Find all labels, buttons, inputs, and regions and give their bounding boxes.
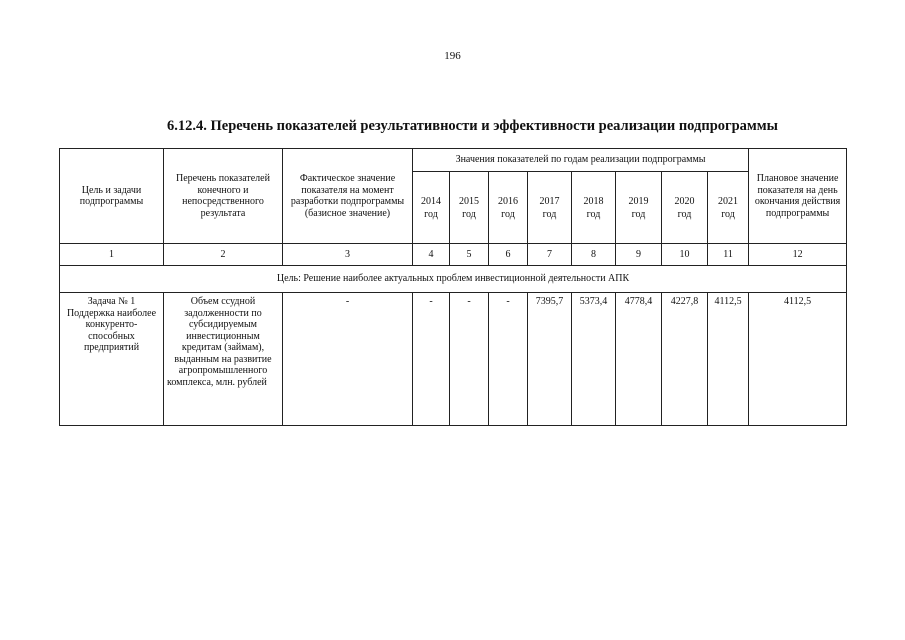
year-header-2017: 2017 год bbox=[528, 172, 572, 244]
column-number: 9 bbox=[616, 244, 662, 266]
table-row bbox=[60, 293, 847, 426]
goal-row: Цель: Решение наиболее актуальных проблем инвестиционной деятельности АПК bbox=[60, 266, 847, 293]
year-header-2019: 2019 год bbox=[616, 172, 662, 244]
value-2014-cell: - bbox=[413, 293, 450, 426]
value-2018-cell: 5373,4 bbox=[572, 293, 616, 426]
column-number: 12 bbox=[749, 244, 847, 266]
header-goals-tasks: Цель и задачи подпрограммы bbox=[60, 149, 164, 244]
indicator-cell: Объем ссудной задолженности по субсидируемым инвестиционным кредитам (займам), выданным на развитие агропромышленного комплекса, млн. рублей bbox=[164, 293, 283, 426]
header-actual-value: Фактическое значение показателя на момент разработки подпрограммы (базисное значение) bbox=[283, 149, 413, 244]
value-2017-cell: 7395,7 bbox=[528, 293, 572, 426]
value-2019-cell: 4778,4 bbox=[616, 293, 662, 426]
column-number: 6 bbox=[489, 244, 528, 266]
page-number: 196 bbox=[444, 50, 461, 62]
column-number: 4 bbox=[413, 244, 450, 266]
value-2020-cell: 4227,8 bbox=[662, 293, 708, 426]
task-cell: Задача № 1 Поддержка наиболее конкуренто-способных предприятий bbox=[60, 293, 164, 426]
indicators-table bbox=[59, 148, 847, 426]
header-planned-value: Плановое значение показателя на день окончания действия подпрограммы bbox=[749, 149, 847, 244]
column-number: 10 bbox=[662, 244, 708, 266]
column-number: 11 bbox=[708, 244, 749, 266]
column-number: 2 bbox=[164, 244, 283, 266]
year-header-2021: 2021 год bbox=[708, 172, 749, 244]
year-header-2014: 2014 год bbox=[413, 172, 450, 244]
column-number: 5 bbox=[450, 244, 489, 266]
page-title: 6.12.4. Перечень показателей результативности и эффективности реализации подпрограммы bbox=[167, 118, 778, 134]
column-number: 3 bbox=[283, 244, 413, 266]
year-header-2020: 2020 год bbox=[662, 172, 708, 244]
planned-value-cell: 4112,5 bbox=[749, 293, 847, 426]
value-2015-cell: - bbox=[450, 293, 489, 426]
year-header-2015: 2015 год bbox=[450, 172, 489, 244]
column-number: 7 bbox=[528, 244, 572, 266]
column-number: 1 bbox=[60, 244, 164, 266]
value-2016-cell: - bbox=[489, 293, 528, 426]
actual-value-cell: - bbox=[283, 293, 413, 426]
value-2021-cell: 4112,5 bbox=[708, 293, 749, 426]
header-indicators-list: Перечень показателей конечного и непосредственного результата bbox=[164, 149, 283, 244]
header-values-by-year: Значения показателей по годам реализации подпрограммы bbox=[413, 149, 749, 172]
column-number-row bbox=[60, 244, 847, 266]
year-header-2018: 2018 год bbox=[572, 172, 616, 244]
year-header-2016: 2016 год bbox=[489, 172, 528, 244]
column-number: 8 bbox=[572, 244, 616, 266]
